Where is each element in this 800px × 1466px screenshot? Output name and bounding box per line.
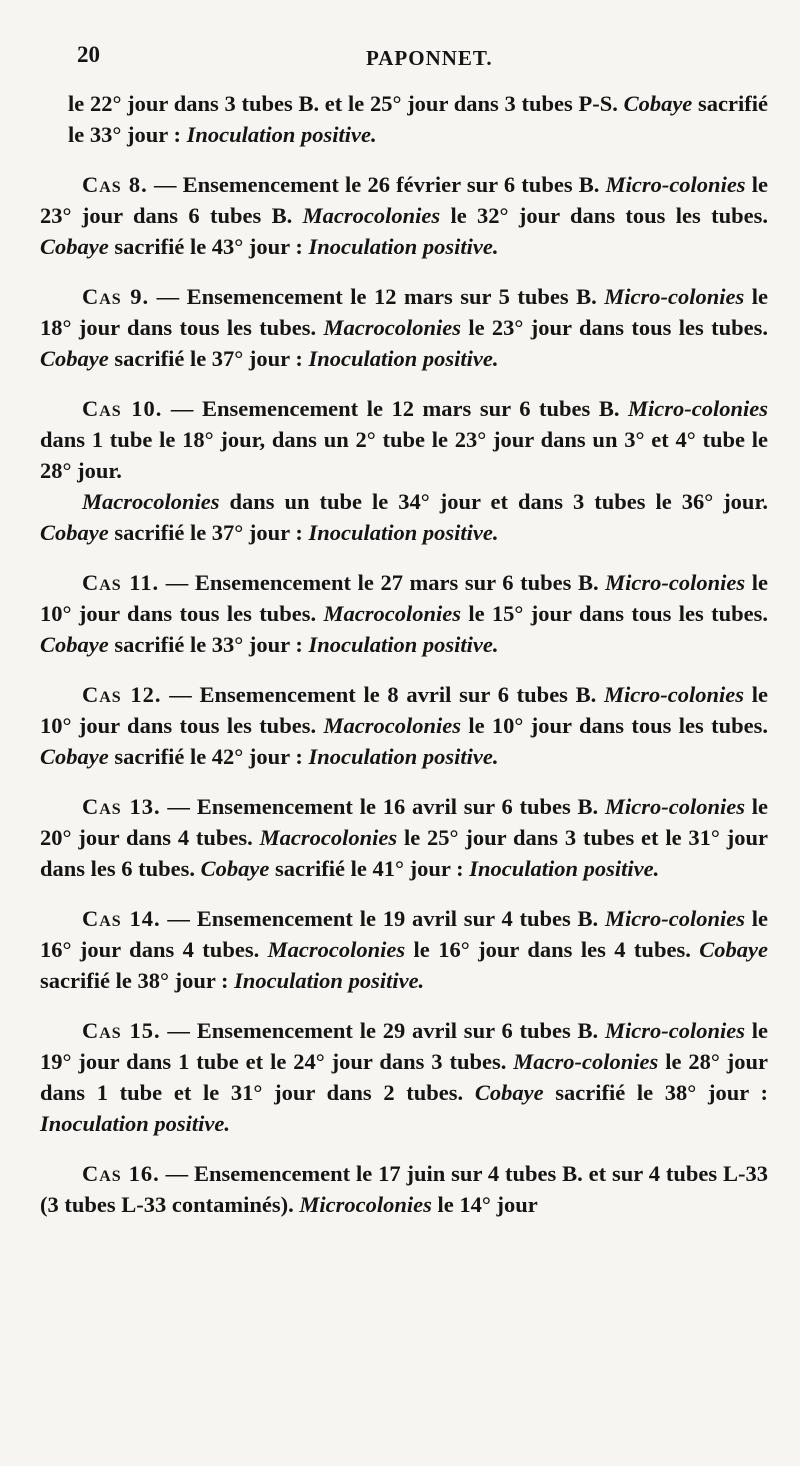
text-run: sacrifié le 33° jour : [68,91,768,147]
italic-term: Cobaye [40,632,109,657]
case-paragraph [40,679,768,772]
case-label: Cas 8. [82,172,148,197]
italic-term: Micro-colonies [604,682,745,707]
italic-term: Cobaye [40,520,109,545]
page-number: 20 [77,42,100,67]
italic-term: Inoculation positive. [308,234,499,259]
paragraph [40,486,768,548]
case-label: Cas 10. [82,396,163,421]
text-run: le 32° jour dans tous les tubes. [440,203,769,228]
running-head: PAPONNET. [366,46,493,70]
text-run: le 20° jour dans 4 tubes. [40,794,768,850]
italic-term: Micro-colonies [604,906,745,931]
text-run: — Ensemencement le 12 mars sur 5 tubes B. [149,284,605,309]
text-run: dans 1 tube le 18° jour, dans un 2° tube le 23° jour dans un 3° et 4° tube le 28° jour. [40,427,768,483]
text-run: sacrifié le 41° jour : [269,856,470,881]
case-paragraph [40,791,768,884]
italic-term: Macro-colonies [513,1049,659,1074]
case-paragraph [40,393,768,486]
italic-term: Macrocolonies [267,937,406,962]
italic-term: Micro-colonies [605,570,746,595]
text-run: le 10° jour dans tous les tubes. [460,713,769,738]
italic-term: Inoculation positive. [308,520,499,545]
italic-term: Inoculation positive. [308,632,499,657]
text-run: le 19° jour dans 1 tube et le 24° jour dans 3 tubes. [40,1018,768,1074]
text-run: — Ensemencement le 8 avril sur 6 tubes B. [161,682,605,707]
italic-term: Macrocolonies [82,489,220,514]
italic-term: Macrocolonies [323,713,461,738]
text-run: le 28° jour dans 1 tube et le 31° jour dans 2 tubes. [40,1049,768,1105]
case-label: Cas 11. [82,570,160,595]
case-paragraph [40,567,768,660]
text-run: le 16° jour dans 4 tubes. [40,906,768,962]
text-run: — Ensemencement le 27 mars sur 6 tubes B. [159,570,606,595]
text-run: sacrifié le 38° jour : [40,968,235,993]
text-run: — Ensemencement le 29 avril sur 6 tubes B. [160,1018,605,1043]
text-run: le 10° jour dans tous les tubes. [40,570,768,626]
text-run: sacrifié le 38° jour : [543,1080,768,1105]
paragraph [40,88,768,150]
text-run: sacrifié le 42° jour : [108,744,309,769]
italic-term: Cobaye [474,1080,544,1105]
case-paragraph [40,1015,768,1139]
case-label: Cas 12. [82,682,162,707]
italic-term: Cobaye [623,91,693,116]
text-run: — Ensemencement le 17 juin sur 4 tubes B. et sur 4 tubes L-33 (3 tubes L-33 contaminés). [40,1161,768,1217]
italic-term: Inoculation positive. [186,122,377,147]
case-label: Cas 14. [82,906,161,931]
italic-term: Inoculation positive. [469,856,660,881]
text-run: sacrifié le 33° jour : [108,632,309,657]
italic-term: Inoculation positive. [308,744,499,769]
italic-term: Macrocolonies [323,601,461,626]
italic-term: Microcolonies [299,1192,432,1217]
italic-term: Inoculation positive. [308,346,499,371]
italic-term: Macrocolonies [323,315,461,340]
case-label: Cas 13. [82,794,161,819]
italic-term: Cobaye [40,346,109,371]
text-run: dans un tube le 34° jour et dans 3 tubes le 36° jour. [219,489,768,514]
text-run: sacrifié le 43° jour : [108,234,309,259]
italic-term: Cobaye [40,744,109,769]
text-run: le 23° jour dans 6 tubes B. [40,172,768,228]
text-run: le 14° jour [431,1192,538,1217]
case-label: Cas 16. [82,1161,160,1186]
italic-term: Micro-colonies [604,794,745,819]
text-run: le 22° jour dans 3 tubes B. et le 25° jour dans 3 tubes P-S. [68,91,624,116]
case-paragraph [40,169,768,262]
text-run: — Ensemencement le 26 février sur 6 tubes B. [147,172,606,197]
text-run: — Ensemencement le 19 avril sur 4 tubes B. [160,906,605,931]
text-run: sacrifié le 37° jour : [108,520,309,545]
page-header [0,42,800,76]
text-run: le 16° jour dans les 4 tubes. [405,937,700,962]
text-run: le 10° jour dans tous les tubes. [40,682,768,738]
italic-term: Micro-colonies [604,1018,745,1043]
italic-term: Micro-colonies [604,284,745,309]
italic-term: Cobaye [40,234,109,259]
italic-term: Cobaye [699,937,768,962]
case-paragraph [40,281,768,374]
text-run: le 15° jour dans tous les tubes. [460,601,769,626]
text-run: sacrifié le 37° jour : [108,346,309,371]
case-label: Cas 15. [82,1018,161,1043]
italic-term: Inoculation positive. [234,968,425,993]
italic-term: Inoculation positive. [40,1111,231,1136]
text-run: — Ensemencement le 16 avril sur 6 tubes B. [160,794,605,819]
text-run: — Ensemencement le 12 mars sur 6 tubes B. [162,396,628,421]
case-paragraph [40,903,768,996]
text-run: le 23° jour dans tous les tubes. [460,315,769,340]
case-paragraph [40,1158,768,1220]
italic-term: Cobaye [200,856,270,881]
italic-term: Macrocolonies [302,203,441,228]
text-run: le 18° jour dans tous les tubes. [40,284,768,340]
italic-term: Micro-colonies [628,396,768,421]
italic-term: Macrocolonies [259,825,398,850]
italic-term: Micro-colonies [605,172,746,197]
text-run: le 25° jour dans 3 tubes et le 31° jour dans les 6 tubes. [40,825,768,881]
case-label: Cas 9. [82,284,150,309]
body-text [40,88,768,1220]
